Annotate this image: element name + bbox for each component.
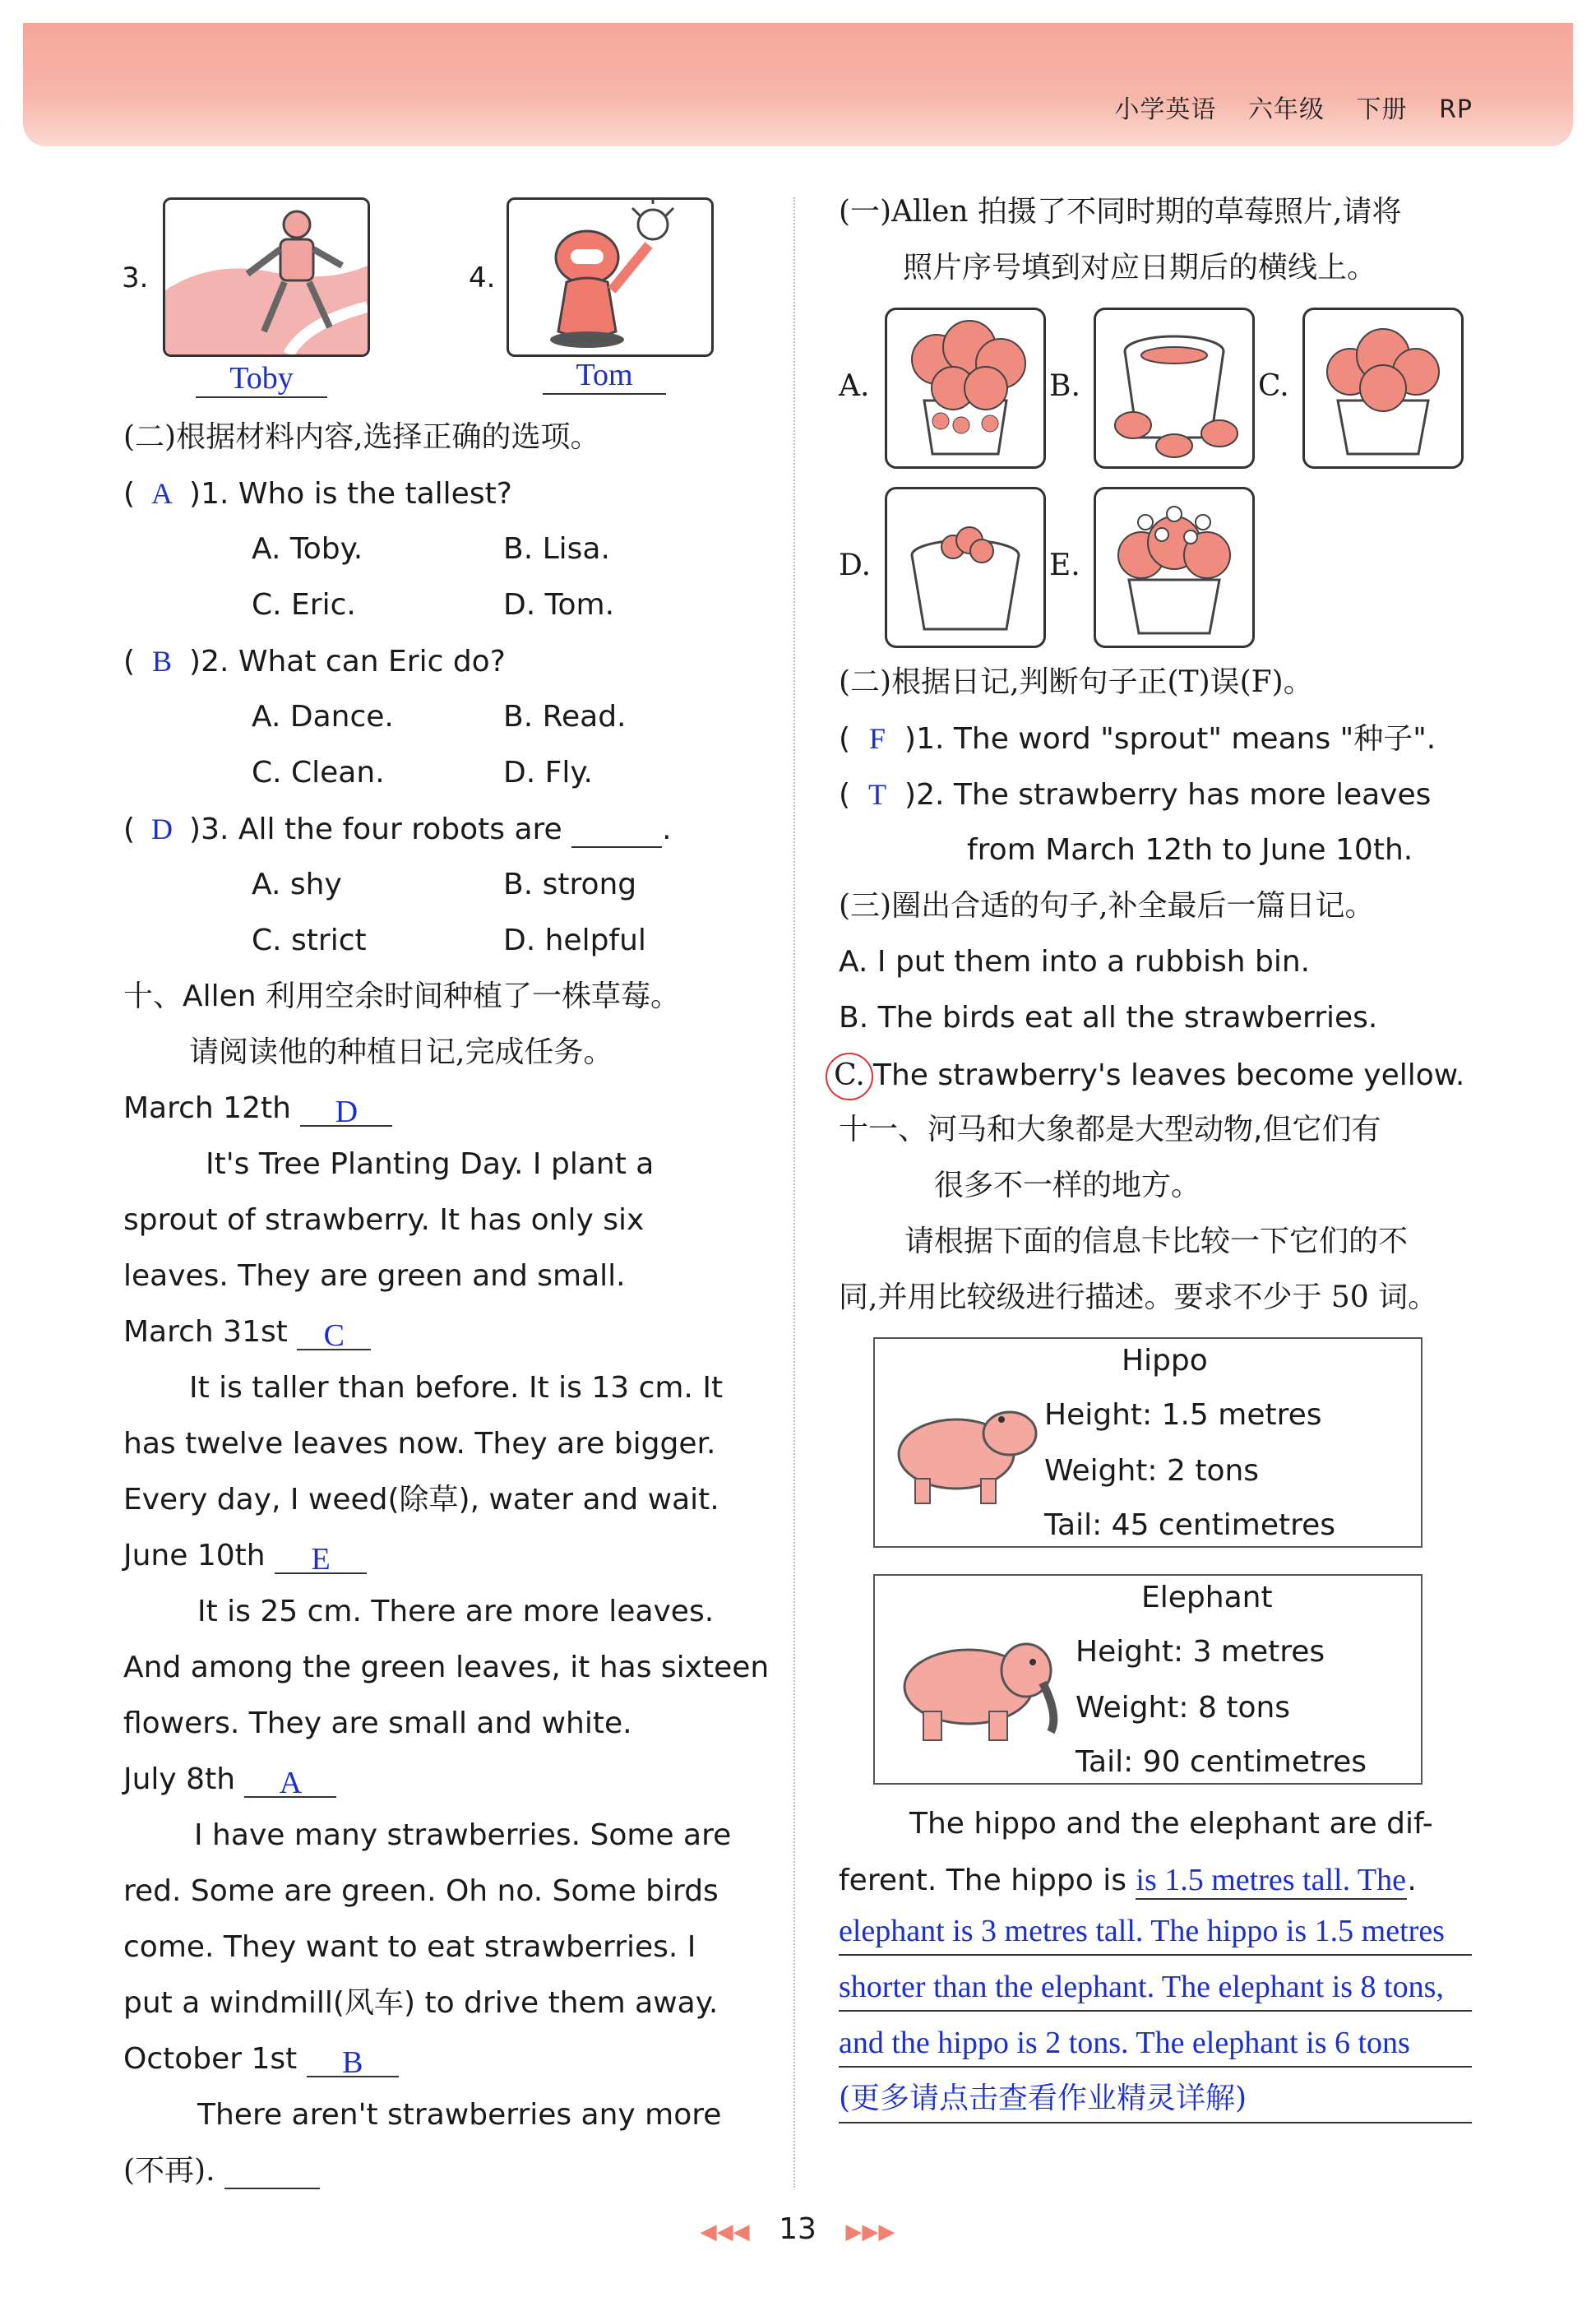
- q1-option-b: B. Lisa.: [503, 532, 610, 566]
- instruction-line2: 同,并用比较级进行描述。要求不少于 50 词。: [839, 1280, 1438, 1314]
- elephant-icon: [886, 1625, 1067, 1748]
- elephant-info-card: [873, 1574, 1423, 1785]
- tf-question-1: ( F )1. The word "sprout" means "种子".: [839, 722, 1436, 756]
- essay-start-line1: The hippo and the elephant are dif-: [909, 1807, 1433, 1841]
- elephant-card-title: Elephant: [1141, 1581, 1273, 1614]
- q3-option-a: A. shy: [252, 868, 342, 901]
- q3-answer: D: [151, 813, 173, 845]
- q2-stem: )2. What can Eric do?: [189, 645, 506, 678]
- q2-answer: B: [152, 645, 173, 678]
- q1-stem: )1. Who is the tallest?: [189, 477, 512, 511]
- section2-title: (二)根据材料内容,选择正确的选项。: [123, 420, 600, 454]
- part2-title: (二)根据日记,判断句子正(T)误(F)。: [839, 665, 1313, 699]
- elephant-tail: Tail: 90 centimetres: [1076, 1745, 1367, 1779]
- hippo-weight: Weight: 2 tons: [1044, 1454, 1260, 1488]
- choice-c-circled-letter: C.: [826, 1053, 873, 1100]
- photo-label-e: E.: [1049, 549, 1080, 582]
- diary-5-blank[interactable]: [224, 2156, 320, 2189]
- diary-3-line-1: It is 25 cm. There are more leaves.: [197, 1595, 715, 1628]
- robot-name-tom: Tom: [543, 357, 666, 395]
- question-3: ( D )3. All the four robots are .: [123, 813, 672, 846]
- q1-answer: A: [151, 477, 173, 510]
- photo-label-a: A.: [839, 369, 870, 403]
- diary-4-line-2: red. Some are green. Oh no. Some birds: [123, 1874, 719, 1908]
- diary-date-3: [123, 1538, 367, 1577]
- q1-option-d: D. Tom.: [503, 588, 615, 622]
- diary-2-line-2: has twelve leaves now. They are bigger.: [123, 1427, 716, 1461]
- photo-label-d: D.: [839, 549, 872, 582]
- small-sprout-in-pot-icon: [887, 489, 1043, 646]
- section10-title-line2: 请阅读他的种植日记,完成任务。: [189, 1035, 613, 1069]
- part1-title-line1: (一)Allen 拍摄了不同时期的草莓照片,请将: [839, 195, 1402, 229]
- q3-blank[interactable]: [571, 815, 662, 848]
- pic-number-4: 4.: [469, 262, 496, 294]
- diary-date-4: [123, 1762, 336, 1798]
- q3-stem: )3. All the four robots are: [189, 813, 562, 846]
- diary-3-line-3: flowers. They are small and white.: [123, 1707, 632, 1740]
- pic-number-3: 3.: [122, 262, 149, 294]
- diary-date-2: [123, 1314, 371, 1353]
- diary-4-line-1: I have many strawberries. Some are: [194, 1818, 732, 1852]
- section11-title-line2: 很多不一样的地方。: [934, 1169, 1201, 1202]
- diary-date-4-text: July 8th: [123, 1762, 236, 1796]
- diary-date-1: [123, 1091, 392, 1127]
- diary-1-line-3: leaves. They are green and small.: [123, 1259, 626, 1293]
- book-info: [1091, 89, 1473, 125]
- diary-answer-4[interactable]: A: [244, 1765, 336, 1798]
- question-2: ( B )2. What can Eric do?: [123, 645, 506, 678]
- diary-2-line-1: It is taller than before. It is 13 cm. It: [189, 1371, 724, 1405]
- leafy-plant-in-pot-icon: [1305, 310, 1461, 466]
- tf1-text: )1. The word "sprout" means "种子".: [904, 722, 1436, 756]
- part1-title-line2: 照片序号填到对应日期后的横线上。: [903, 251, 1377, 285]
- robot-toby-illustration: [165, 200, 368, 354]
- diary-1-line-1: It's Tree Planting Day. I plant a: [206, 1147, 655, 1181]
- diary-5-line-2-text: (不再).: [123, 2154, 215, 2188]
- prev-arrows-icon: ◀◀◀: [700, 2220, 750, 2244]
- diary-date-5: [123, 2041, 399, 2080]
- diary-5-line-2: [123, 2153, 320, 2189]
- q2-option-d: D. Fly.: [503, 756, 593, 790]
- edition-label: RP: [1439, 95, 1473, 124]
- diary-2-line-3: Every day, I weed(除草), water and wait.: [123, 1483, 719, 1517]
- q3-option-d: D. helpful: [503, 924, 646, 957]
- elephant-height: Height: 3 metres: [1076, 1635, 1325, 1669]
- section10-title-line1: 十、Allen 利用空余时间种植了一株草莓。: [123, 979, 681, 1013]
- diary-date-3-text: June 10th: [123, 1539, 266, 1572]
- hippo-info-card: [873, 1337, 1423, 1548]
- tf2-text: )2. The strawberry has more leaves: [904, 778, 1432, 812]
- page-header-band: [23, 23, 1573, 146]
- subject-label: 小学英语: [1114, 95, 1217, 124]
- essay-answer-line4[interactable]: and the hippo is 2 tons. The elephant is 6 tons: [839, 2020, 1472, 2068]
- essay-answer-line3[interactable]: shorter than the elephant. The elephant is 8 tons,: [839, 1964, 1472, 2012]
- essay-more-link[interactable]: (更多请点击查看作业精灵详解): [839, 2076, 1472, 2123]
- flowering-plant-in-pot-icon: [1096, 489, 1252, 646]
- page-number: 13: [779, 2212, 817, 2246]
- photo-d: [885, 487, 1046, 648]
- hippo-tail: Tail: 45 centimetres: [1044, 1508, 1336, 1542]
- robot-name-toby: Toby: [196, 360, 327, 398]
- diary-answer-1[interactable]: D: [300, 1094, 392, 1127]
- q2-option-b: B. Read.: [503, 700, 627, 734]
- diary-5-line-1: There aren't strawberries any more: [197, 2098, 722, 2132]
- diary-answer-2[interactable]: C: [297, 1318, 371, 1350]
- diary-4-line-3: come. They want to eat strawberries. I: [123, 1930, 696, 1964]
- q3-option-c: C. strict: [252, 924, 367, 957]
- hippo-height: Height: 1.5 metres: [1044, 1398, 1322, 1432]
- sprout-in-pot-icon: [1096, 310, 1252, 466]
- choice-c[interactable]: [832, 1053, 1464, 1100]
- essay-start-line2: ferent. The hippo is is 1.5 metres tall. The.: [839, 1862, 1417, 1900]
- part3-title: (三)圈出合适的句子,补全最后一篇日记。: [839, 889, 1375, 923]
- essay-answer-line1[interactable]: is 1.5 metres tall. The: [1136, 1862, 1407, 1900]
- diary-date-5-text: October 1st: [123, 2042, 298, 2076]
- diary-date-2-text: March 31st: [123, 1315, 288, 1349]
- diary-answer-5[interactable]: B: [307, 2045, 399, 2077]
- section11-title-line1: 十一、河马和大象都是大型动物,但它们有: [839, 1113, 1381, 1146]
- volume-label: 下册: [1356, 95, 1408, 124]
- robot-tom-picture: [507, 197, 714, 357]
- q2-option-a: A. Dance.: [252, 700, 394, 734]
- diary-answer-3[interactable]: E: [275, 1541, 367, 1574]
- q1-option-c: C. Eric.: [252, 588, 356, 622]
- question-1: ( A )1. Who is the tallest?: [123, 477, 512, 511]
- photo-c: [1302, 308, 1464, 469]
- q3-option-b: B. strong: [503, 868, 637, 901]
- photo-label-b: B.: [1049, 369, 1080, 403]
- column-divider: [793, 197, 795, 2188]
- tf-question-2: ( T )2. The strawberry has more leaves: [839, 778, 1432, 812]
- q2-option-c: C. Clean.: [252, 756, 385, 790]
- tf2-text-line2: from March 12th to June 10th.: [967, 833, 1413, 867]
- strawberry-plant-with-fruit-icon: [887, 310, 1043, 466]
- choice-c-text: The strawberry's leaves become yellow.: [873, 1058, 1465, 1092]
- tf2-answer: T: [868, 778, 887, 811]
- photo-a: [885, 308, 1046, 469]
- instruction-line1: 请根据下面的信息卡比较一下它们的不: [904, 1225, 1409, 1258]
- diary-date-1-text: March 12th: [123, 1091, 291, 1125]
- grade-label: 六年级: [1247, 95, 1325, 124]
- essay-start-line2-text: ferent. The hippo is: [839, 1864, 1126, 1897]
- photo-b: [1094, 308, 1255, 469]
- choice-b[interactable]: B. The birds eat all the strawberries.: [839, 1001, 1378, 1035]
- photo-e: [1094, 487, 1255, 648]
- page-footer: [666, 2212, 929, 2246]
- elephant-weight: Weight: 8 tons: [1076, 1691, 1291, 1725]
- diary-3-line-2: And among the green leaves, it has sixteen: [123, 1651, 770, 1684]
- q1-option-a: A. Toby.: [252, 532, 363, 566]
- robot-tom-illustration: [509, 200, 711, 354]
- hippo-icon: [886, 1388, 1043, 1512]
- diary-4-line-4: put a windmill(风车) to drive them away.: [123, 1986, 719, 2020]
- robot-toby-picture: [163, 197, 370, 357]
- photo-label-c: C.: [1258, 369, 1289, 403]
- diary-1-line-2: sprout of strawberry. It has only six: [123, 1203, 645, 1237]
- next-arrows-icon: ▶▶▶: [845, 2220, 895, 2244]
- tf1-answer: F: [869, 722, 886, 755]
- essay-answer-line2[interactable]: elephant is 3 metres tall. The hippo is 1.5 metres: [839, 1908, 1472, 1956]
- choice-a[interactable]: A. I put them into a rubbish bin.: [839, 945, 1311, 979]
- hippo-card-title: Hippo: [1122, 1344, 1208, 1378]
